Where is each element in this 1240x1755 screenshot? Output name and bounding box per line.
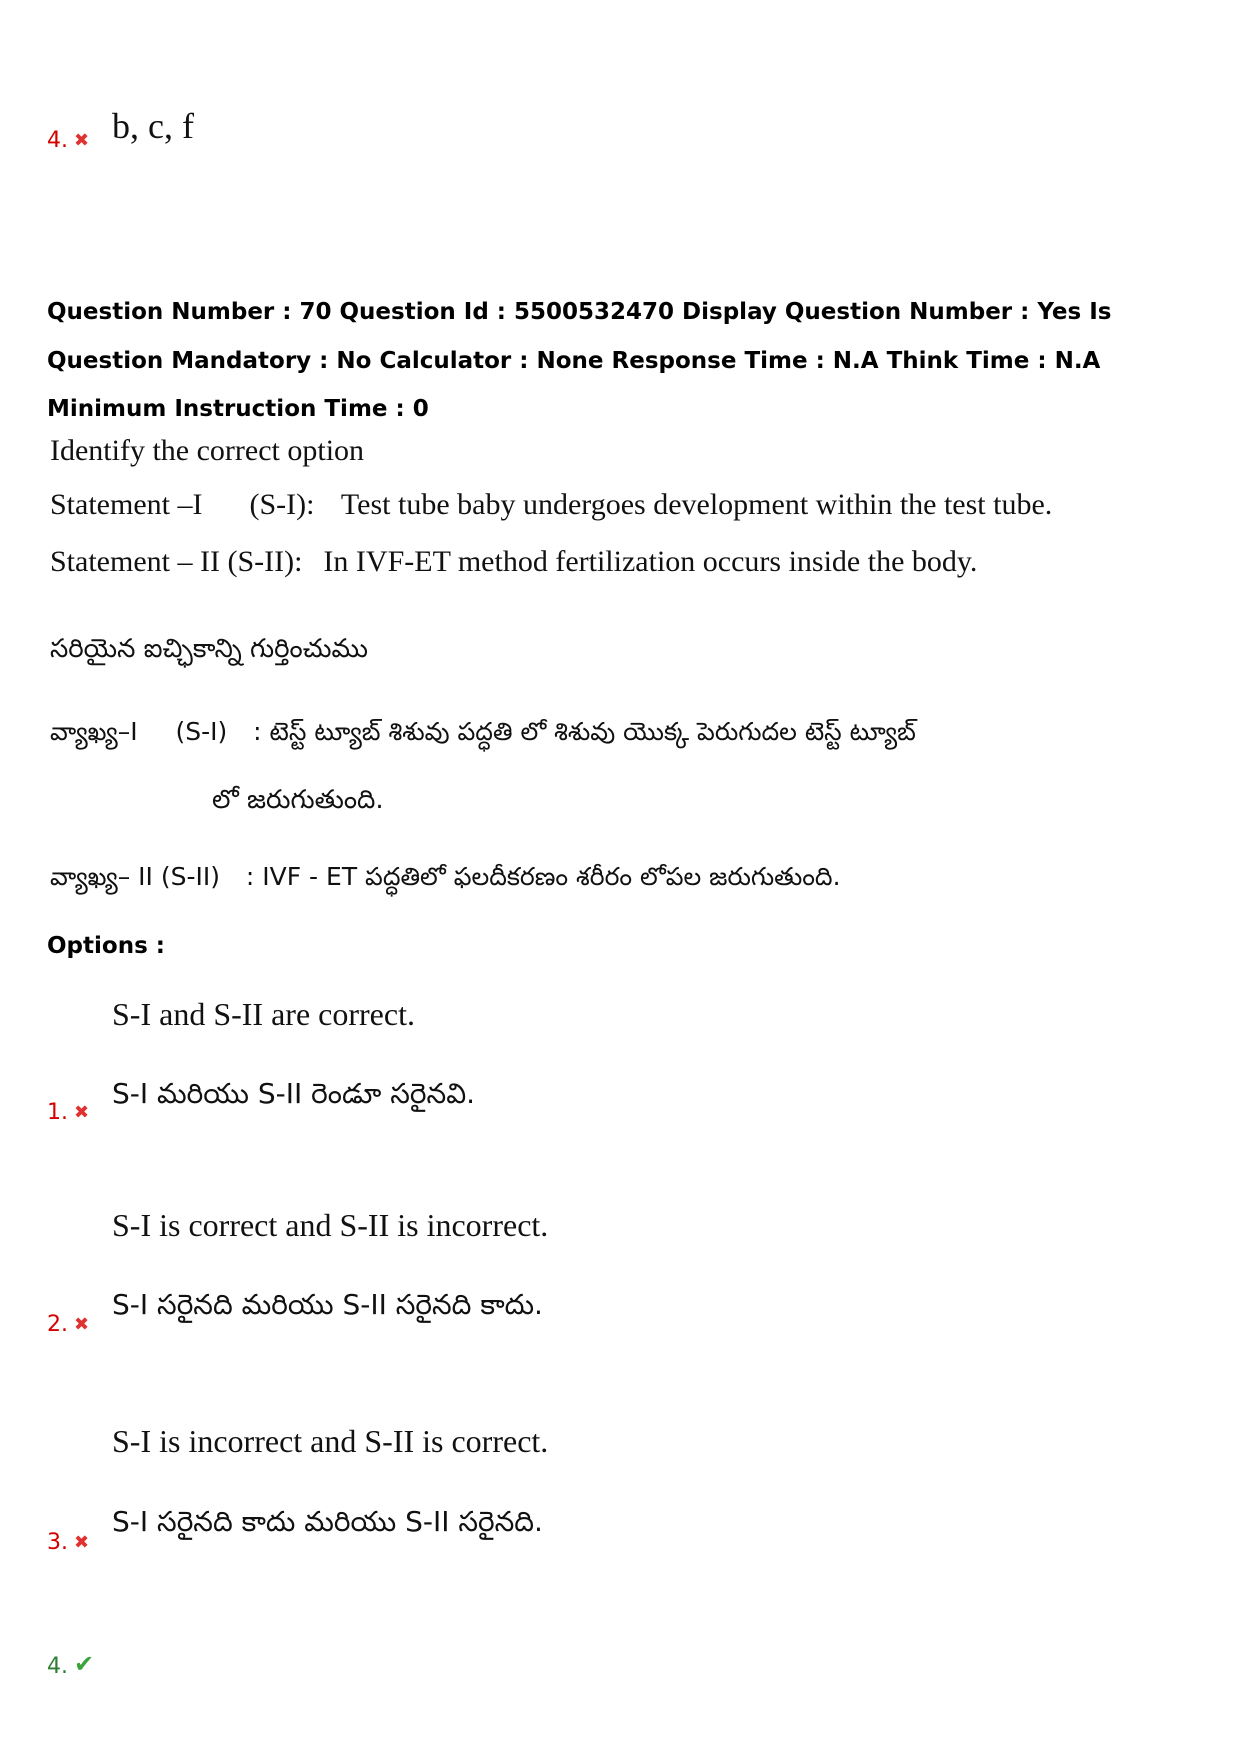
option-number: 3. xyxy=(47,1530,68,1555)
option-2-english: S-I is correct and S-II is incorrect. xyxy=(112,1207,549,1243)
statement-2-label: Statement – II (S-II): xyxy=(50,545,303,578)
option-3-marker xyxy=(47,1530,89,1555)
prev-option-4-text: b, c, f xyxy=(112,106,194,146)
wrong-mark-icon: ✖ xyxy=(74,130,90,151)
statement-2-en xyxy=(50,545,977,579)
statement-1-en xyxy=(50,488,1052,522)
option-number: 2. xyxy=(47,1312,68,1337)
option-1-marker xyxy=(47,1100,89,1125)
prev-option-4 xyxy=(47,128,89,153)
question-prompt-te: సరియైన ఐచ్ఛికాన్ని గుర్తించుము xyxy=(50,634,368,664)
statement-1-label: Statement –I xyxy=(50,488,203,521)
option-3-telugu: S-I సరైనది కాదు మరియు S-II సరైనది. xyxy=(112,1505,543,1538)
statement-2-text: In IVF-ET method fertilization occurs inside the body. xyxy=(323,545,978,578)
statement-2-te xyxy=(50,862,841,898)
option-4-marker xyxy=(47,1650,94,1679)
option-1-english: S-I and S-II are correct. xyxy=(112,996,415,1032)
statement-1-code: (S-I): xyxy=(249,488,315,521)
option-1-telugu: S-I మరియు S-II రెండూ సరైనవి. xyxy=(112,1077,476,1110)
statement-1-te-label: వ్యాఖ్య–I xyxy=(50,717,138,746)
option-3-english: S-I is incorrect and S-II is correct. xyxy=(112,1423,549,1459)
option-number: 4. xyxy=(47,128,68,153)
option-2-telugu: S-I సరైనది మరియు S-II సరైనది కాదు. xyxy=(112,1288,543,1321)
statement-1-te-text: : టెస్ట్ ట్యూబ్ శిశువు పద్ధతి లో శిశువు యొక్క పెరుగుదల టెస్ట్ ట్యూబ్ xyxy=(253,717,916,746)
option-2-marker xyxy=(47,1312,89,1337)
statement-1-te-continued: లో జరుగుతుంది. xyxy=(212,785,384,815)
statement-1-te xyxy=(50,717,916,753)
check-mark-icon: ✔ xyxy=(74,1650,95,1678)
options-label: Options : xyxy=(47,933,165,959)
wrong-mark-icon: ✖ xyxy=(74,1532,90,1553)
option-number: 4. xyxy=(47,1654,68,1679)
question-meta: Question Number : 70 Question Id : 5500532470 Display Question Number : Yes Is Question Mandatory : No Calculator : None Response Time : N.A Think Time : N.A Minimum Instruction Time : 0 xyxy=(47,299,1112,422)
statement-2-te-text: : IVF - ET పద్ధతిలో ఫలదీకరణం శరీరం లోపల జరుగుతుంది. xyxy=(245,862,841,891)
wrong-mark-icon: ✖ xyxy=(74,1102,90,1123)
wrong-mark-icon: ✖ xyxy=(74,1314,90,1335)
option-number: 1. xyxy=(47,1100,68,1125)
question-prompt-en: Identify the correct option xyxy=(50,434,365,467)
statement-1-text: Test tube baby undergoes development within the test tube. xyxy=(340,488,1053,521)
statement-1-te-code: (S-I) xyxy=(175,717,228,746)
statement-2-te-label: వ్యాఖ్య– II (S-II) xyxy=(50,862,220,891)
